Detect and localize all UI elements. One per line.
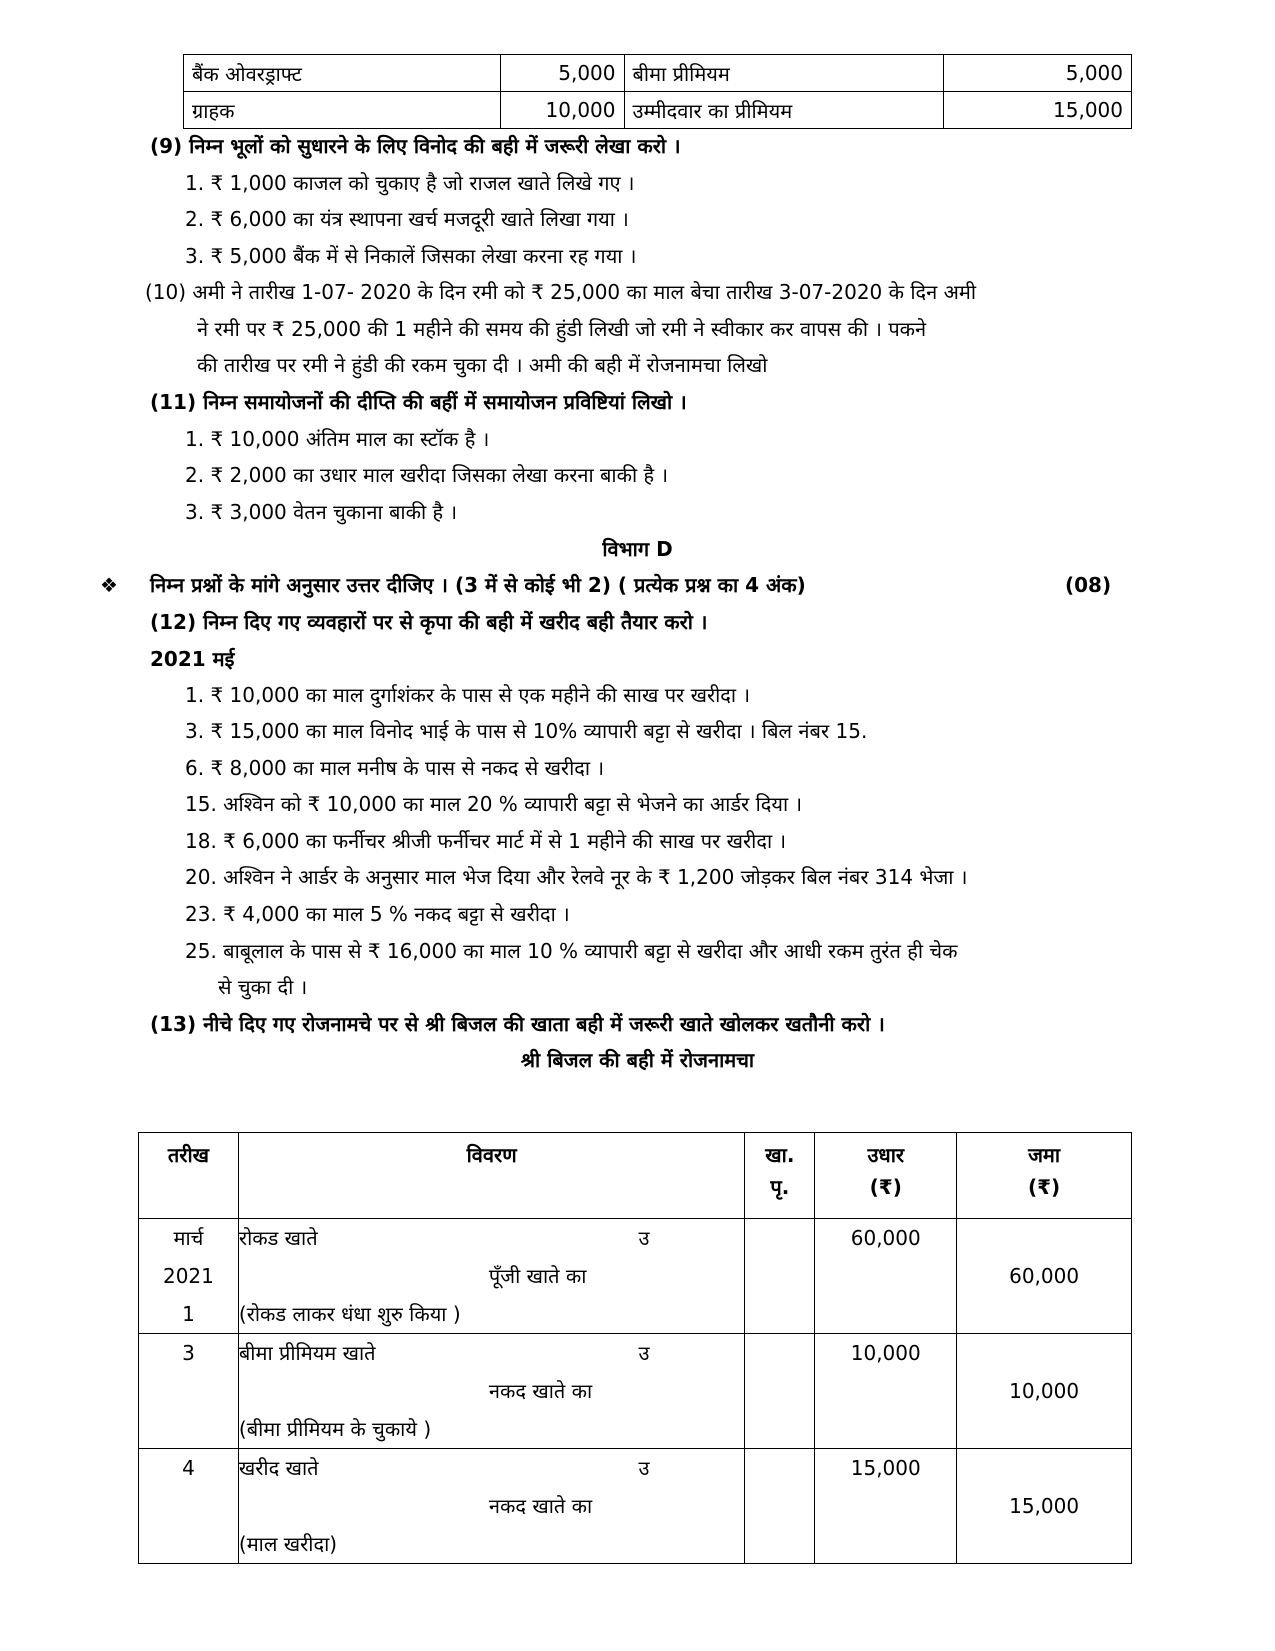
journal-title: श्री बिजल की बही में रोजनामचा xyxy=(520,1048,755,1072)
table-cell: उम्मीदवार का प्रीमियम xyxy=(624,92,944,129)
col-header-particulars: विवरण xyxy=(238,1133,745,1219)
question-10-line: (10) अमी ने तारीख 1-07- 2020 के दिन रमी को ₹ 25,000 का माल बेचा तारीख 3-07-2020 के दिन अमी xyxy=(145,280,977,304)
table-cell: 5,000 xyxy=(944,55,1132,92)
question-10-line: ने रमी पर ₹ 25,000 की 1 महीने की समय की हुंडी लिखी जो रमी ने स्वीकार कर वापस की । पकने xyxy=(197,317,927,341)
list-item: 1. ₹ 10,000 का माल दुर्गाशंकर के पास से एक महीने की साख पर खरीदा । xyxy=(185,683,751,707)
lf-label: पृ. xyxy=(770,1175,790,1199)
debit-amount: 15,000 xyxy=(850,1456,921,1480)
question-10-line: की तारीख पर रमी ने हुंडी की रकम चुका दी । अमी की बही में रोजनामचा लिखो xyxy=(197,353,768,377)
entry-debit xyxy=(815,1334,957,1449)
list-item: 6. ₹ 8,000 का माल मनीष के पास से नकद से खरीदा । xyxy=(185,756,605,780)
debit-label: उधार xyxy=(867,1143,905,1167)
debit-account-line xyxy=(239,1449,745,1487)
table-cell: ग्राहक xyxy=(184,92,501,129)
list-item: 3. ₹ 3,000 वेतन चुकाना बाकी है । xyxy=(185,500,458,524)
date-day: 3 xyxy=(182,1341,195,1365)
entry-debit xyxy=(815,1219,957,1334)
bullet-icon: ❖ xyxy=(100,573,118,597)
dr-marker: उ xyxy=(638,1226,650,1250)
lf-label: खा. xyxy=(765,1143,795,1167)
list-item: 2. ₹ 2,000 का उधार माल खरीदा जिसका लेखा करना बाकी है । xyxy=(185,463,669,487)
date-day: 4 xyxy=(182,1456,195,1480)
list-item: 23. ₹ 4,000 का माल 5 % नकद बट्टा से खरीदा । xyxy=(185,902,570,926)
entry-particulars xyxy=(238,1449,745,1564)
table-cell: 5,000 xyxy=(500,55,624,92)
table-cell: बैंक ओवरड्राफ्ट xyxy=(184,55,501,92)
entry-lf xyxy=(745,1449,815,1564)
year-label: 2021 मई xyxy=(150,647,235,671)
debit-account: बीमा प्रीमियम खाते xyxy=(238,1341,376,1365)
list-item: 20. अश्विन ने आर्डर के अनुसार माल भेज दिया और रेलवे नूर के ₹ 1,200 जोड़कर बिल नंबर 314 भेजा । xyxy=(185,865,968,889)
list-item: 3. ₹ 5,000 बैंक में से निकालें जिसका लेखा करना रह गया । xyxy=(185,244,637,268)
journal-table xyxy=(138,1132,1132,1564)
entry-particulars xyxy=(238,1219,745,1334)
debit-account-line xyxy=(239,1334,745,1372)
credit-account: नकद खाते का xyxy=(488,1494,593,1518)
debit-amount: 60,000 xyxy=(850,1226,921,1250)
narration: (बीमा प्रीमियम के चुकाये ) xyxy=(238,1417,432,1441)
list-item-continued: से चुका दी । xyxy=(218,975,308,999)
credit-amount: 60,000 xyxy=(1009,1264,1080,1288)
credit-account: पूँजी खाते का xyxy=(488,1264,587,1288)
narration: (रोकड लाकर धंधा शुरु किया ) xyxy=(238,1302,461,1326)
table-row xyxy=(139,1219,1132,1334)
dr-marker: उ xyxy=(638,1341,650,1365)
credit-amount: 10,000 xyxy=(1009,1379,1080,1403)
list-item: 1. ₹ 10,000 अंतिम माल का स्टॉक है । xyxy=(185,427,490,451)
balance-table xyxy=(183,54,1132,129)
narration: (माल खरीदा) xyxy=(238,1532,338,1556)
table-cell: 15,000 xyxy=(944,92,1132,129)
entry-credit xyxy=(957,1449,1132,1564)
list-item: 2. ₹ 6,000 का यंत्र स्थापना खर्च मजदूरी खाते लिखा गया । xyxy=(185,207,629,231)
debit-account: खरीद खाते xyxy=(238,1456,319,1480)
credit-amount: 15,000 xyxy=(1009,1494,1080,1518)
credit-account: नकद खाते का xyxy=(488,1379,593,1403)
marks: (08) xyxy=(1065,573,1112,597)
table-row xyxy=(184,92,1132,129)
list-item: 25. बाबूलाल के पास से ₹ 16,000 का माल 10 % व्यापारी बट्टा से खरीदा और आधी रकम तुरंत ही चेक xyxy=(185,939,958,963)
question-12-title: (12) निम्न दिए गए व्यवहारों पर से कृपा की बही में खरीद बही तैयार करो । xyxy=(150,610,708,634)
date-day: 1 xyxy=(182,1302,195,1326)
entry-date xyxy=(139,1219,239,1334)
credit-unit: (₹) xyxy=(1027,1175,1061,1199)
debit-account: रोकड खाते xyxy=(238,1226,318,1250)
question-11-title: (11) निम्न समायोजनों की दीप्ति की बहीं में समायोजन प्रविष्टियां लिखो । xyxy=(150,390,687,414)
question-9-title: (9) निम्न भूलों को सुधारने के लिए विनोद की बही में जरूरी लेखा करो । xyxy=(150,134,681,158)
col-header-debit xyxy=(815,1133,957,1219)
date-month: मार्च xyxy=(173,1226,204,1250)
entry-date xyxy=(139,1449,239,1564)
entry-debit xyxy=(815,1449,957,1564)
list-item: 18. ₹ 6,000 का फर्नीचर श्रीजी फर्नीचर मार्ट में से 1 महीने की साख पर खरीदा । xyxy=(185,829,787,853)
list-item: 1. ₹ 1,000 काजल को चुकाए है जो राजल खाते लिखे गए । xyxy=(185,171,635,195)
table-row xyxy=(139,1449,1132,1564)
debit-amount: 10,000 xyxy=(850,1341,921,1365)
table-header-row xyxy=(139,1133,1132,1219)
credit-label: जमा xyxy=(1028,1143,1061,1167)
section-heading: विभाग D xyxy=(602,537,673,561)
entry-credit xyxy=(957,1219,1132,1334)
entry-lf xyxy=(745,1219,815,1334)
col-header-credit xyxy=(957,1133,1132,1219)
entry-credit xyxy=(957,1334,1132,1449)
entry-lf xyxy=(745,1334,815,1449)
list-item: 15. अश्विन को ₹ 10,000 का माल 20 % व्यापारी बट्टा से भेजने का आर्डर दिया । xyxy=(185,792,803,816)
table-row xyxy=(139,1334,1132,1449)
table-row xyxy=(184,55,1132,92)
entry-particulars xyxy=(238,1334,745,1449)
col-header-lf xyxy=(745,1133,815,1219)
col-header-date: तरीख xyxy=(139,1133,239,1219)
debit-unit: (₹) xyxy=(869,1175,902,1199)
entry-date xyxy=(139,1334,239,1449)
date-year: 2021 xyxy=(162,1264,214,1288)
question-13-title: (13) नीचे दिए गए रोजनामचे पर से श्री बिजल की खाता बही में जरूरी खाते खोलकर खतौनी करो । xyxy=(150,1012,885,1036)
table-cell: 10,000 xyxy=(500,92,624,129)
table-cell: बीमा प्रीमियम xyxy=(624,55,944,92)
list-item: 3. ₹ 15,000 का माल विनोद भाई के पास से 10% व्यापारी बट्टा से खरीदा । बिल नंबर 15. xyxy=(185,719,868,743)
instruction-text: निम्न प्रश्नों के मांगे अनुसार उत्तर दीजिए । (3 में से कोई भी 2) ( प्रत्येक प्रश्न का 4 अंक) xyxy=(150,573,806,597)
debit-account-line xyxy=(239,1219,745,1257)
dr-marker: उ xyxy=(638,1456,650,1480)
